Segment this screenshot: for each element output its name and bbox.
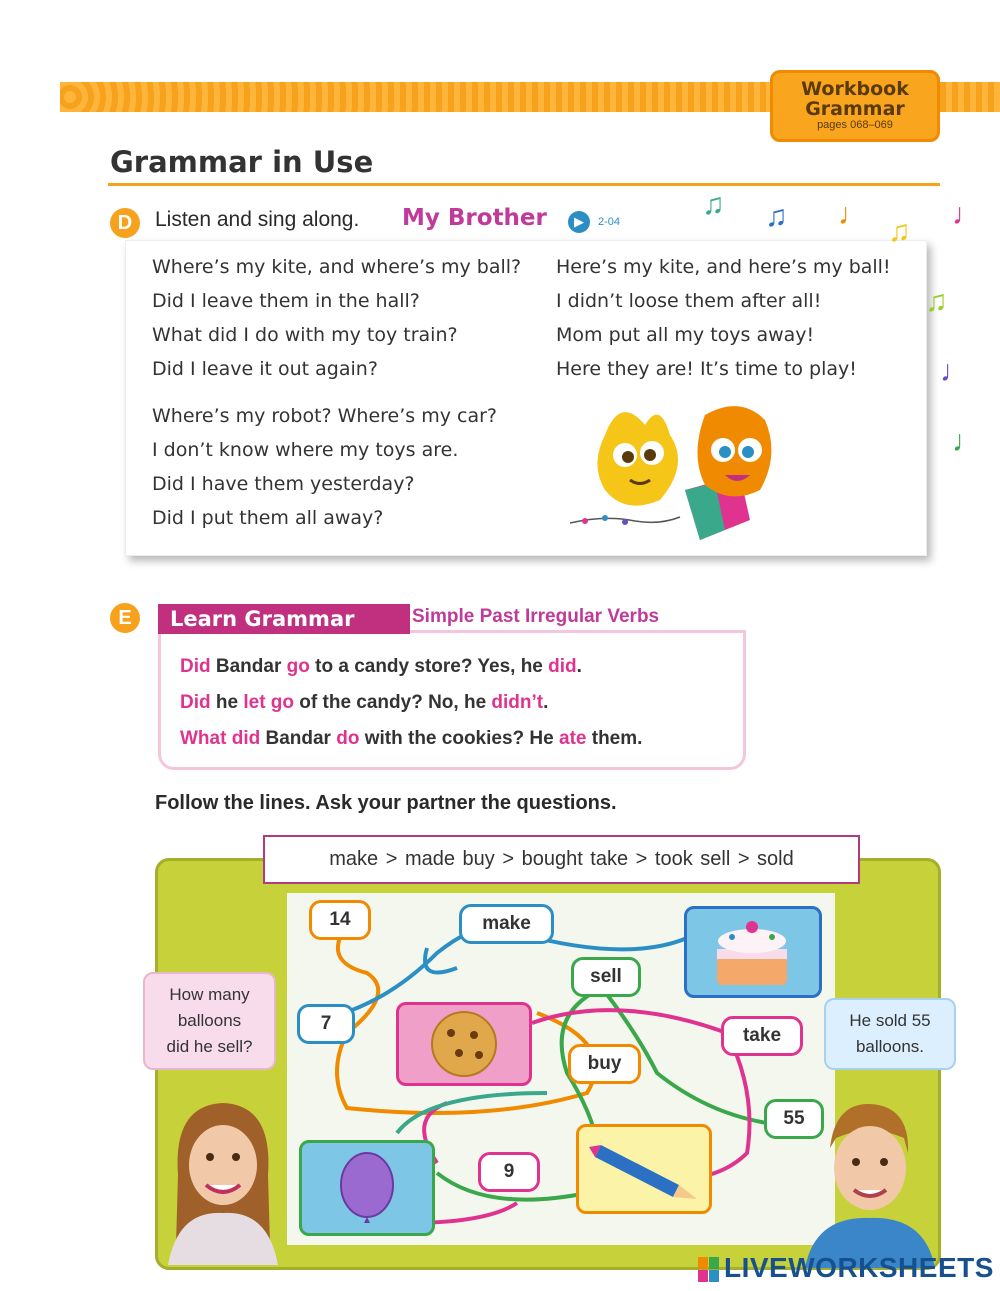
bubble-line: balloons. — [855, 1037, 925, 1056]
lyric-line: I don’t know where my toys are. — [152, 439, 459, 461]
section-e-badge: E — [110, 603, 140, 633]
lyric-line: Where’s my kite, and where’s my ball? — [152, 256, 522, 278]
sentence-text: with the cookies? He — [359, 728, 559, 749]
balloon-picture — [299, 1140, 435, 1236]
lyric-line: Here’s my kite, and here’s my ball! — [556, 256, 891, 278]
cookie-picture — [396, 1002, 532, 1086]
workbook-pages: pages 068–069 — [817, 119, 893, 131]
music-note-icon: ♩ — [940, 355, 970, 388]
sentence-text: them. — [586, 728, 643, 749]
highlighted-verb: go — [286, 656, 310, 677]
sentence-text: of the candy? No, he — [294, 692, 492, 713]
music-note-icon: ♫ — [702, 188, 725, 221]
highlighted-verb: Did — [180, 656, 211, 677]
liveworksheets-logo-icon — [698, 1257, 720, 1283]
bubble-line: balloons — [177, 1011, 242, 1030]
lyric-line: I didn’t loose them after all! — [556, 290, 822, 312]
highlighted-verb: do — [336, 728, 360, 749]
grammar-subheading: Simple Past Irregular Verbs — [412, 606, 660, 627]
sentence-text: he — [210, 692, 244, 713]
highlighted-verb: What did — [180, 728, 261, 749]
section-d-badge: D — [110, 208, 140, 238]
grammar-sentence — [180, 656, 582, 678]
highlighted-verb: did — [548, 656, 577, 677]
number-tag-14: 14 — [309, 900, 371, 940]
bubble-line: did he sell? — [166, 1037, 253, 1056]
cartoon-characters-illustration — [565, 395, 775, 550]
cookie-icon — [399, 1005, 529, 1083]
bubble-line: He sold 55 — [849, 1011, 931, 1030]
word-bank: make > made buy > bought take > took sell > sold — [263, 835, 860, 884]
music-note-icon: ♩ — [838, 198, 868, 231]
verb-tag-make: make — [459, 904, 554, 944]
number-tag-7: 7 — [297, 1004, 355, 1044]
lyric-line: Did I put them all away? — [152, 507, 384, 529]
pencil-icon — [579, 1127, 709, 1211]
lyric-line: Did I have them yesterday? — [152, 473, 415, 495]
audio-track-number: 2-04 — [598, 216, 621, 228]
verb-tag-sell: sell — [571, 957, 641, 997]
number-tag-9: 9 — [478, 1152, 540, 1192]
music-note-icon: ♩ — [952, 425, 982, 458]
answer-speech-bubble — [824, 998, 956, 1070]
title-divider — [108, 183, 940, 186]
bubble-line: How many — [169, 985, 250, 1004]
audio-play-icon[interactable]: ▶ — [568, 211, 590, 233]
highlighted-verb: let go — [243, 692, 295, 713]
verb-tag-take: take — [721, 1016, 803, 1056]
girl-photo — [158, 1095, 288, 1265]
boy-photo — [800, 1098, 935, 1268]
balloon-icon — [302, 1143, 432, 1233]
music-note-icon: ♫ — [888, 215, 911, 248]
lyric-line: What did I do with my toy train? — [152, 324, 458, 346]
page-title: Grammar in Use — [110, 145, 374, 179]
learn-grammar-heading: Learn Grammar — [158, 604, 410, 634]
grammar-label: Grammar — [805, 98, 905, 120]
workbook-label: Workbook — [801, 78, 909, 100]
music-note-icon: ♩ — [952, 198, 982, 231]
lyric-line: Mom put all my toys away! — [556, 324, 815, 346]
grammar-sentence — [180, 692, 548, 714]
music-note-icon: ♫ — [765, 200, 788, 233]
highlighted-verb: didn’t — [491, 692, 544, 713]
workbook-tab — [770, 70, 940, 142]
lyric-line: Here they are! It’s time to play! — [556, 358, 857, 380]
section-d-instruction: Listen and sing along. — [155, 208, 360, 231]
liveworksheets-watermark: LIVEWORKSHEETS — [724, 1252, 994, 1283]
highlighted-verb: ate — [559, 728, 587, 749]
sentence-text: . — [543, 692, 549, 713]
lyric-line: Where’s my robot? Where’s my car? — [152, 405, 498, 427]
lyric-line: Did I leave it out again? — [152, 358, 378, 380]
cake-picture — [684, 906, 822, 998]
sentence-text: to a candy store? Yes, he — [309, 656, 549, 677]
highlighted-verb: Did — [180, 692, 211, 713]
sentence-text: . — [576, 656, 582, 677]
activity-instruction: Follow the lines. Ask your partner the questions. — [155, 792, 617, 814]
grammar-sentence — [180, 728, 642, 750]
music-note-icon: ♫ — [925, 285, 948, 318]
number-tag-55: 55 — [764, 1099, 824, 1139]
cake-icon — [687, 909, 819, 995]
verb-tag-buy: buy — [568, 1044, 641, 1084]
sentence-text: Bandar — [210, 656, 287, 677]
sentence-text: Bandar — [260, 728, 337, 749]
song-title: My Brother — [402, 205, 547, 231]
question-speech-bubble — [143, 972, 276, 1070]
lyric-line: Did I leave them in the hall? — [152, 290, 420, 312]
pencil-picture — [576, 1124, 712, 1214]
